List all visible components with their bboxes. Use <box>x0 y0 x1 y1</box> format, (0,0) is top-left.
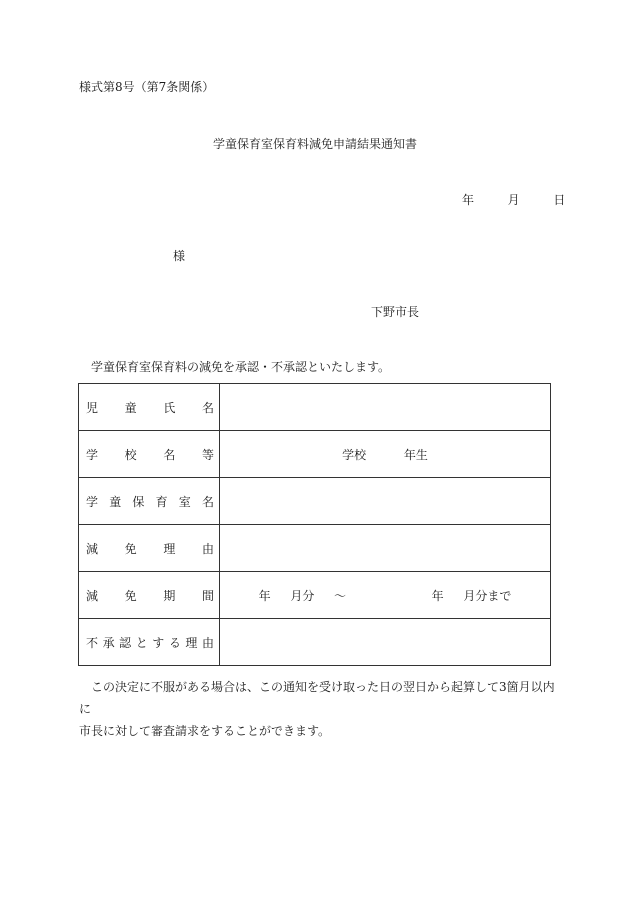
label-char: 減 <box>86 588 99 603</box>
label-school-name <box>79 431 220 478</box>
table-row <box>79 384 551 431</box>
value-reduction-period <box>220 572 551 619</box>
label-char: 室 <box>178 494 191 509</box>
date-line <box>462 194 565 206</box>
label-char: 氏 <box>163 400 176 415</box>
label-char: る <box>168 635 181 650</box>
label-char: 童 <box>109 494 122 509</box>
label-char: 童 <box>124 400 137 415</box>
period-start-month: 月分 <box>290 588 315 603</box>
label-char: 育 <box>155 494 168 509</box>
table-row <box>79 431 551 478</box>
period-start-year: 年 <box>258 588 271 603</box>
label-char: 児 <box>86 400 99 415</box>
intro-sentence: 学童保育室保育料の減免を承認・不承認といたします。 <box>91 360 391 374</box>
label-char: 名 <box>201 400 214 415</box>
result-table <box>78 383 551 666</box>
date-month: 月 <box>507 193 520 207</box>
label-char: 承 <box>102 635 115 650</box>
form-number: 様式第8号（第7条関係） <box>79 80 215 94</box>
label-char: 免 <box>124 541 137 556</box>
period-end-year: 年 <box>431 588 444 603</box>
addressee-honorific: 様 <box>173 249 186 263</box>
label-char: 理 <box>163 541 176 556</box>
label-reduction-period <box>79 572 220 619</box>
label-char: 認 <box>119 635 132 650</box>
label-char: 学 <box>86 494 99 509</box>
label-char: 免 <box>124 588 137 603</box>
label-rejection-reason <box>79 619 220 666</box>
label-char: 等 <box>201 447 214 462</box>
label-char: 学 <box>86 447 99 462</box>
value-rejection-reason <box>220 619 551 666</box>
label-reduction-reason <box>79 525 220 572</box>
label-char: 由 <box>201 541 214 556</box>
label-char: 名 <box>201 494 214 509</box>
table-row <box>79 619 551 666</box>
label-char: と <box>135 635 148 650</box>
date-day: 日 <box>553 193 566 207</box>
table-row <box>79 525 551 572</box>
table-row <box>79 572 551 619</box>
appeal-note-line-1: この決定に不服がある場合は、この通知を受け取った日の翌日から起算して3箇月以内に <box>79 680 555 716</box>
label-char: 由 <box>201 635 214 650</box>
school-suffix: 学校 <box>342 447 367 462</box>
label-char: 保 <box>132 494 145 509</box>
period-end-month: 月分まで <box>463 588 512 603</box>
value-school-name <box>220 431 551 478</box>
label-char: 期 <box>163 588 176 603</box>
label-char: 減 <box>86 541 99 556</box>
issuer-name: 下野市長 <box>371 305 420 319</box>
label-char: す <box>152 635 165 650</box>
period-tilde: ～ <box>333 588 346 603</box>
table-row <box>79 478 551 525</box>
value-child-name <box>220 384 551 431</box>
label-child-name <box>79 384 220 431</box>
document-title: 学童保育室保育料減免申請結果通知書 <box>212 137 417 151</box>
label-char: 不 <box>86 635 99 650</box>
value-facility-name <box>220 478 551 525</box>
label-facility-name <box>79 478 220 525</box>
grade-suffix: 年生 <box>403 447 428 462</box>
label-char: 理 <box>185 635 198 650</box>
value-reduction-reason <box>220 525 551 572</box>
appeal-note-line-2: 市長に対して審査請求をすることができます。 <box>79 724 331 738</box>
label-char: 校 <box>124 447 137 462</box>
label-char: 名 <box>163 447 176 462</box>
date-year: 年 <box>462 193 475 207</box>
appeal-note <box>79 676 555 742</box>
label-char: 間 <box>201 588 214 603</box>
